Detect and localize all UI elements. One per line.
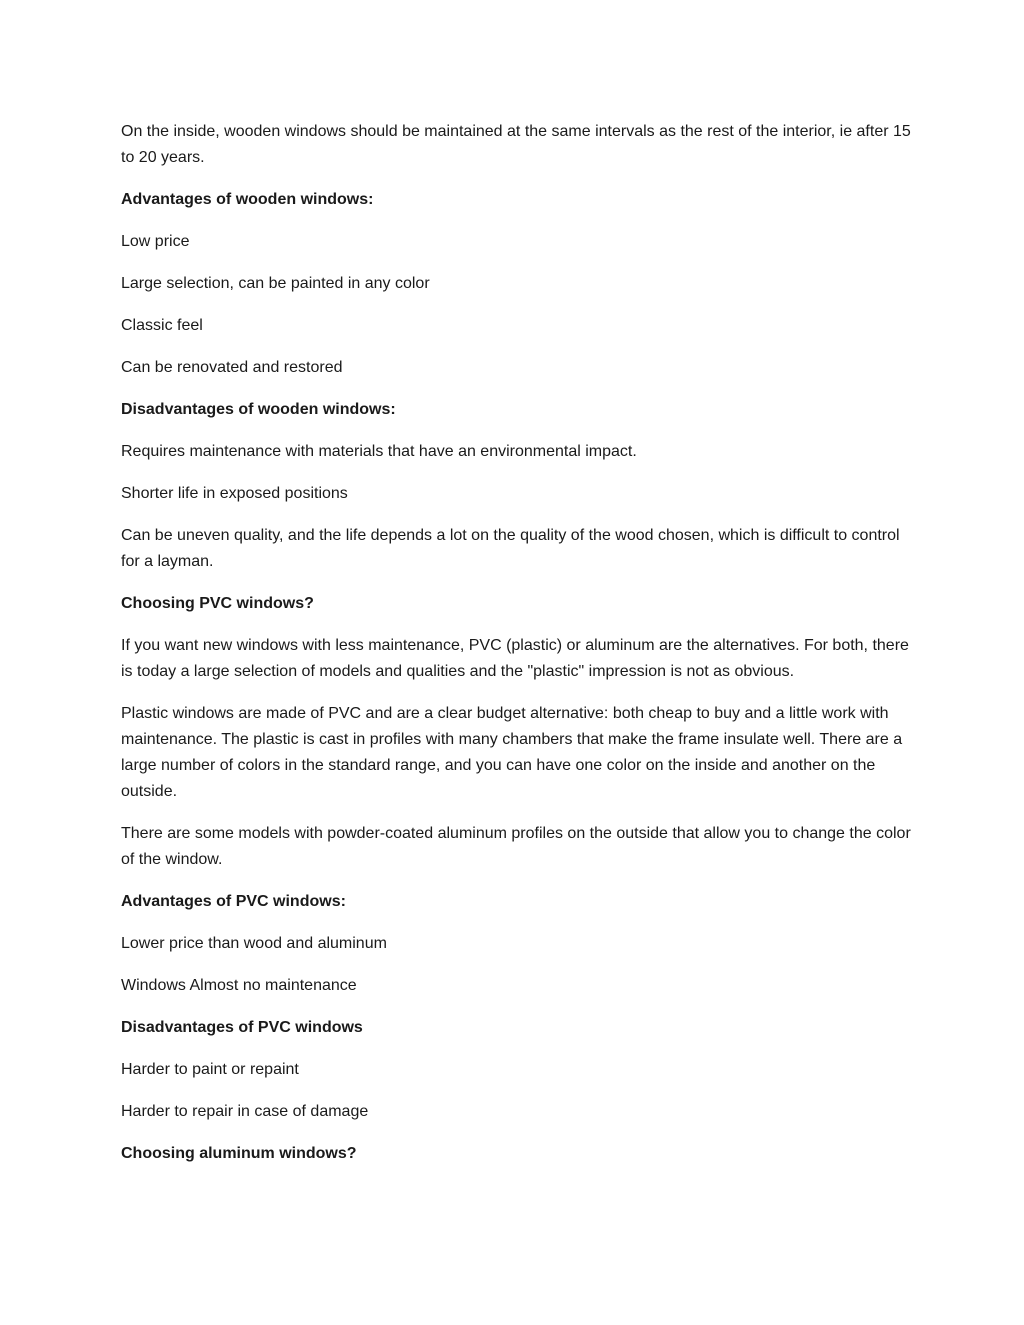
list-item: Harder to repair in case of damage — [121, 1103, 369, 1120]
body-paragraph: There are some models with powder-coated aluminum profiles on the outside that allow you to change the color of the window. — [121, 825, 911, 868]
heading-pvc-advantages: Advantages of PVC windows: — [121, 893, 346, 910]
list-item: Can be uneven quality, and the life depends a lot on the quality of the wood chosen, which is difficult to control for a layman. — [121, 527, 900, 570]
intro-paragraph: On the inside, wooden windows should be maintained at the same intervals as the rest of the interior, ie after 15 to 20 years. — [121, 123, 911, 166]
list-item: Requires maintenance with materials that have an environmental impact. — [121, 443, 637, 460]
body-paragraph: Plastic windows are made of PVC and are a clear budget alternative: both cheap to buy and a little work with maintenance. The plastic is cast in profiles with many chambers that make the frame insulate well. There are a large number of colors in the standard range, and you can have one color on the inside and another on the outside. — [121, 705, 903, 800]
list-item: Shorter life in exposed positions — [121, 485, 348, 502]
list-item: Classic feel — [121, 317, 203, 334]
list-item: Windows Almost no maintenance — [121, 977, 357, 994]
list-item: Can be renovated and restored — [121, 359, 343, 376]
heading-wood-disadvantages: Disadvantages of wooden windows: — [121, 401, 396, 418]
list-item: Harder to paint or repaint — [121, 1061, 299, 1078]
list-item: Large selection, can be painted in any color — [121, 275, 430, 292]
heading-choosing-pvc: Choosing PVC windows? — [121, 595, 314, 612]
list-item: Lower price than wood and aluminum — [121, 935, 387, 952]
heading-pvc-disadvantages: Disadvantages of PVC windows — [121, 1019, 363, 1036]
heading-choosing-aluminum: Choosing aluminum windows? — [121, 1145, 357, 1162]
heading-wood-advantages: Advantages of wooden windows: — [121, 191, 374, 208]
body-paragraph: If you want new windows with less maintenance, PVC (plastic) or aluminum are the alternatives. For both, there is today a large selection of models and qualities and the "plastic" impression is not as obvious. — [121, 637, 909, 680]
document-page — [121, 119, 911, 1183]
list-item: Low price — [121, 233, 190, 250]
